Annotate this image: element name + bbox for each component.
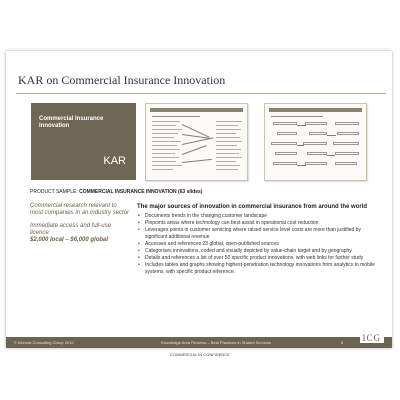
page-number: 6 — [341, 340, 344, 345]
content-heading: The major sources of innovation in commercial insurance from around the world — [137, 204, 368, 210]
list-item: • Pinpoints areas where technology can best assist in operational cost reduction — [137, 220, 377, 227]
cover-thumbnail — [31, 103, 136, 180]
slide-title: KAR on Commercial Insurance Innovation — [18, 73, 226, 87]
list-item: • Leverages points in customer servicing where raised service level costs are more than justified by significant additional revenue — [137, 227, 377, 241]
left-column — [30, 203, 130, 244]
product-label-title: COMMERCIAL INSURANCE INNOVATION (63 slides) — [79, 189, 203, 195]
sample-page-thumbnail-map — [145, 103, 248, 181]
slide — [6, 51, 392, 348]
price-text: $2,000 local – $6,000 global — [30, 237, 109, 243]
slide-footer — [6, 333, 392, 348]
cover-title: Commercial Insurance Innovation — [39, 116, 104, 129]
product-label-prefix: PRODUCT SAMPLE: — [30, 189, 80, 195]
list-item: • Includes tables and graphs showing highest-penetration technology innovations from analytics to mobile systems, with specific product reference. — [137, 262, 377, 276]
relevance-text: Commercial research relevant to most companies in an industry sector — [30, 203, 130, 216]
right-column — [137, 203, 377, 276]
licence-text: Immediate access and full-use licence: — [30, 223, 112, 236]
title-divider — [16, 93, 386, 94]
sample-page-thumbnail-diagram — [264, 103, 367, 181]
footer-copyright: © Internal Consulting Group 2012 — [14, 340, 74, 345]
footer-title: Knowledge Area Reviews – Best Practices in Shared Services — [161, 340, 272, 345]
list-item: • Details and references a list of over 50 specific product innovations, with web links for further study — [137, 255, 377, 262]
icg-logo: ICG — [360, 333, 385, 343]
cover-logo: KAR — [103, 155, 126, 167]
list-item: • Accesses and references 23 global, open-published sources — [137, 241, 377, 248]
feature-list — [137, 213, 377, 276]
confidentiality-notice: COMMERCIAL IN CONFIDENCE — [170, 352, 230, 357]
list-item: • Documents trends in the changing customer landscape — [137, 213, 377, 220]
product-sample-label — [30, 189, 202, 195]
list-item: • Categorises innovations, coded and visually depicted by value-chain target and by geography — [137, 248, 377, 255]
